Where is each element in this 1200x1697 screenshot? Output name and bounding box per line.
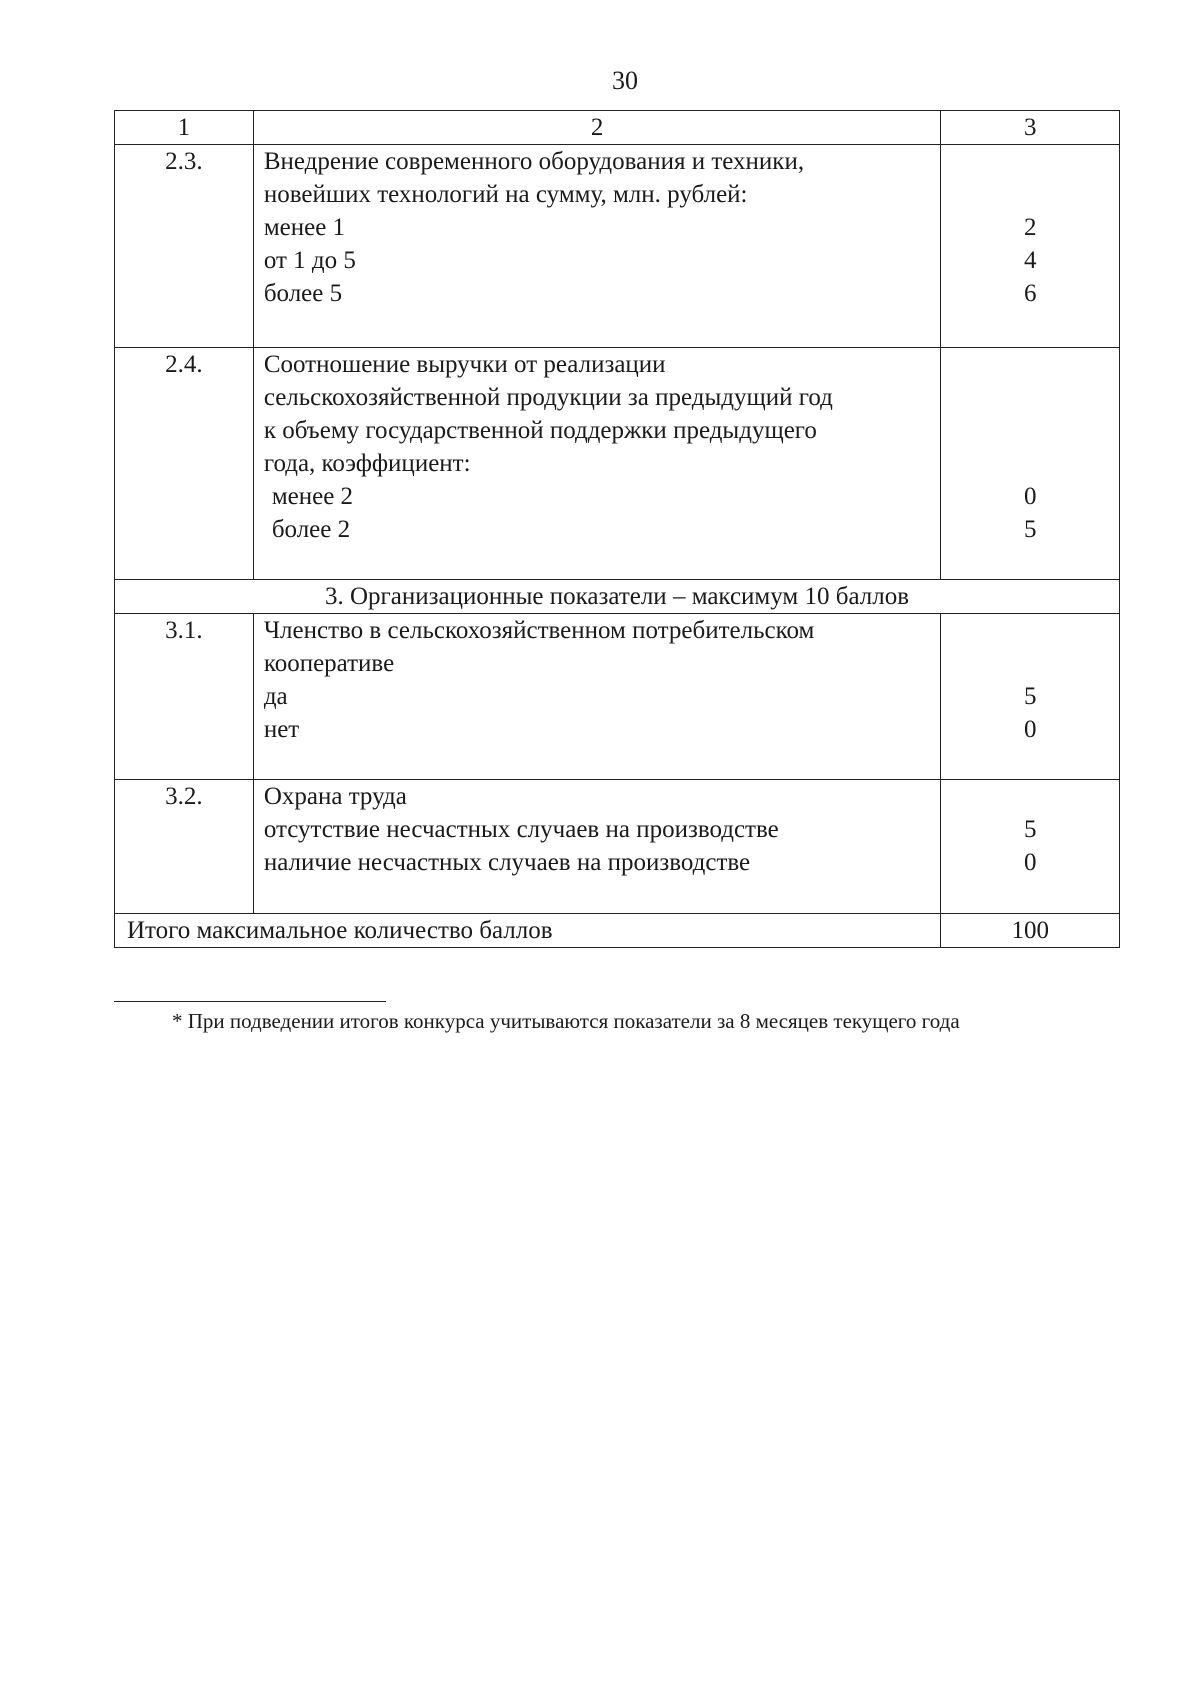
option-score: 5 [1023,816,1037,843]
criterion-title: Членство в сельскохозяйственном потребительском [263,617,815,644]
header-col-1: 1 [115,111,254,145]
option-score: 2 [1023,214,1037,241]
table-row-2-4 [115,348,1120,580]
option-label: менее 1 [263,214,346,241]
criterion-title: Внедрение современного оборудования и техники, [263,148,805,175]
row-number: 3.2. [165,783,203,810]
option-score: 0 [1023,483,1037,510]
criterion-title: Соотношение выручки от реализации [263,351,666,378]
table-row-2-3 [115,145,1120,348]
option-score: 6 [1023,280,1037,307]
section-3-header [115,580,1120,614]
option-score: 5 [1023,516,1037,543]
criterion-title: года, коэффициент: [263,450,471,477]
footnote-divider [114,1001,386,1002]
scoring-table [114,110,1120,948]
row-number: 3.1. [165,617,203,644]
total-label: Итого максимальное количество баллов [115,914,941,948]
option-label: да [263,683,288,710]
total-row [115,914,1120,948]
row-number: 2.3. [165,148,203,175]
table-row-3-2 [115,780,1120,914]
total-value: 100 [941,914,1120,948]
table-row-3-1 [115,614,1120,780]
footnote: * При подведении итогов конкурса учитываются показатели за 8 месяцев текущего года [172,1009,960,1033]
criterion-title: Охрана труда [263,783,407,810]
option-label: нет [263,716,300,743]
header-col-3: 3 [941,111,1120,145]
criterion-title: новейших технологий на сумму, млн. рублей: [263,181,748,208]
criterion-title: к объему государственной поддержки предыдущего [263,417,817,444]
option-score: 5 [1023,683,1037,710]
option-score: 4 [1023,247,1037,274]
option-label: отсутствие несчастных случаев на производстве [263,816,779,843]
row-number: 2.4. [165,351,203,378]
option-score: 0 [1023,716,1037,743]
section-title: 3. Организационные показатели – максимум 10 баллов [115,580,1120,614]
option-label: менее 2 [271,483,354,510]
option-label: более 2 [271,516,351,543]
option-label: от 1 до 5 [263,247,356,274]
option-score: 0 [1023,849,1037,876]
criterion-title: сельскохозяйственной продукции за предыдущий год [263,384,833,411]
header-col-2: 2 [253,111,941,145]
option-label: более 5 [263,280,343,307]
option-label: наличие несчастных случаев на производстве [263,849,751,876]
page-number: 30 [612,66,638,95]
table-header-row [115,111,1120,145]
criterion-title: кооперативе [263,650,395,677]
